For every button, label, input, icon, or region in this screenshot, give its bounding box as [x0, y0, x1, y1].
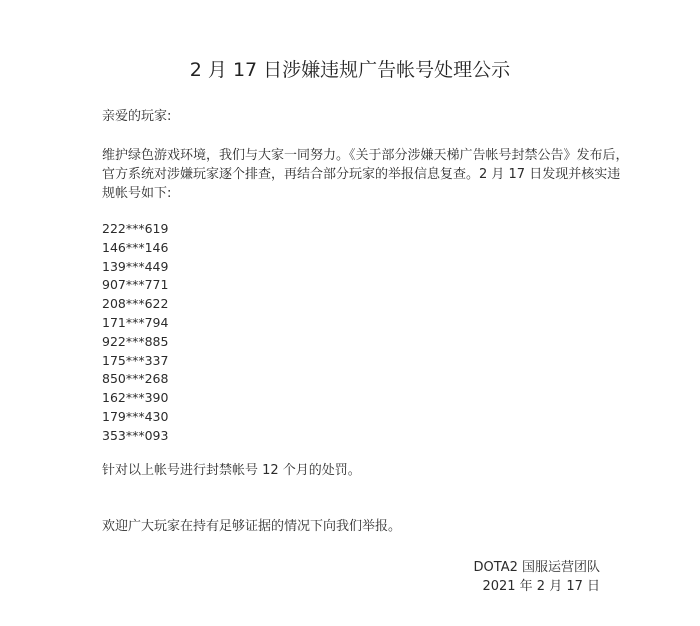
account-item: 353***093 — [102, 427, 169, 443]
account-item: 179***430 — [102, 408, 169, 424]
account-list — [102, 220, 168, 446]
account-item: 139***449 — [102, 258, 169, 274]
report-invitation: 欢迎广大玩家在持有足够证据的情况下向我们举报。 — [102, 519, 402, 534]
account-item: 850***268 — [102, 371, 169, 387]
body-paragraph-line: 规帐号如下: — [102, 186, 172, 201]
greeting: 亲爱的玩家: — [102, 109, 172, 124]
body-paragraph-line: 官方系统对涉嫌玩家逐个排查，再结合部分玩家的举报信息复查。2 月 17 日发现并核实违 — [102, 167, 621, 182]
account-item: 175***337 — [102, 352, 169, 368]
signature-date: 2021 年 2 月 17 日 — [482, 579, 600, 594]
body-paragraph-line: 维护绿色游戏环境，我们与大家一同努力。《关于部分涉嫌天梯广告帐号封禁公告》发布后， — [102, 148, 629, 163]
account-item: 146***146 — [102, 239, 169, 255]
account-item: 907***771 — [102, 277, 169, 293]
penalty-statement: 针对以上帐号进行封禁帐号 12 个月的处罚。 — [102, 463, 361, 478]
account-item: 162***390 — [102, 390, 169, 406]
account-item: 922***885 — [102, 333, 169, 349]
account-item: 222***619 — [102, 221, 169, 236]
document-title: 2 月 17 日涉嫌违规广告帐号处理公示 — [189, 59, 511, 81]
signature-team: DOTA2 国服运营团队 — [473, 560, 600, 575]
account-item: 171***794 — [102, 314, 169, 330]
account-item: 208***622 — [102, 296, 169, 312]
